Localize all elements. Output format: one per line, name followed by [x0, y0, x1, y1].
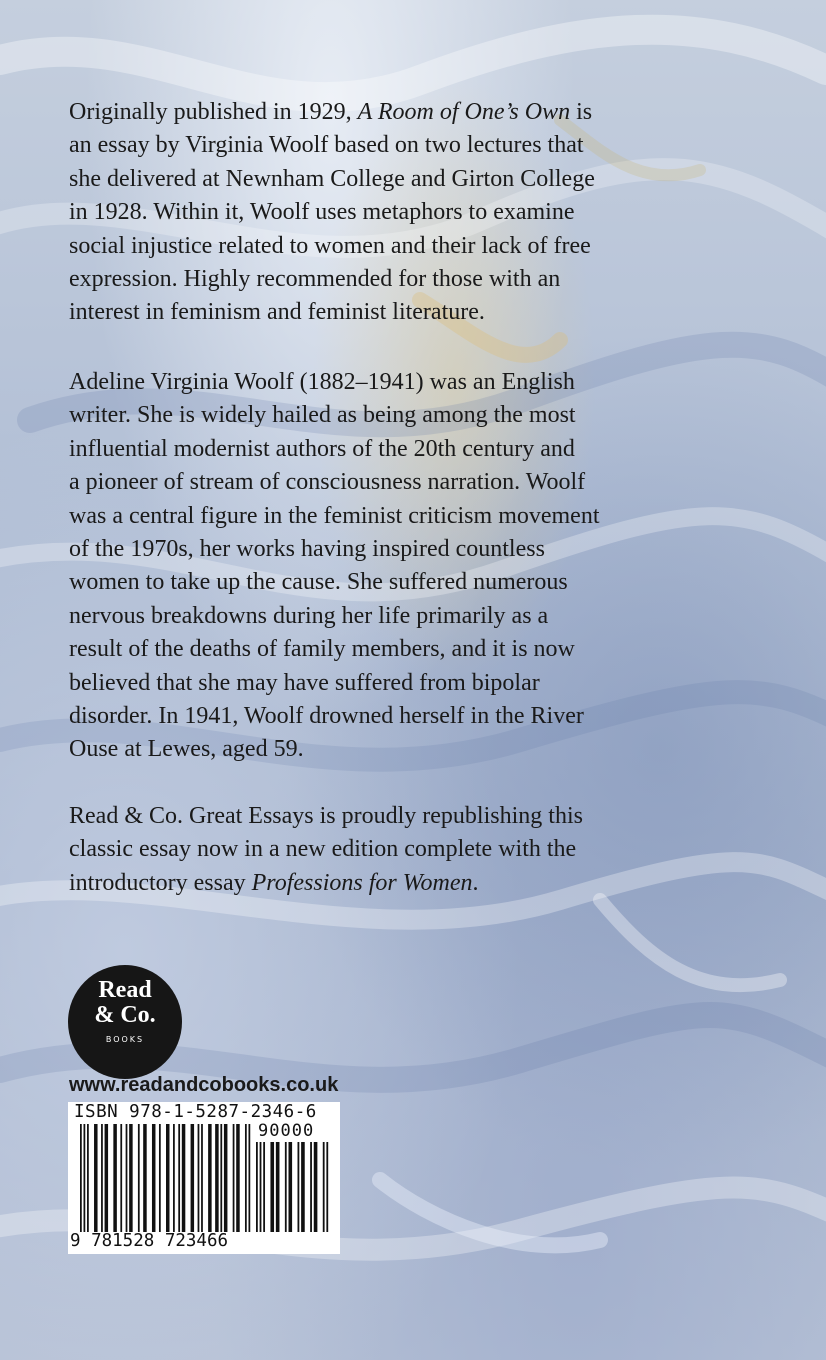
isbn-label: ISBN 978-1-5287-2346-6 — [74, 1102, 317, 1122]
text-line: nervous breakdowns during her life primarily as a — [69, 602, 549, 629]
barcode-bar — [326, 1142, 328, 1232]
text-line: an essay by Virginia Woolf based on two lectures that — [69, 132, 584, 159]
description-paragraph-1 — [69, 96, 769, 330]
barcode-bar — [220, 1124, 222, 1232]
barcode-bar — [285, 1142, 287, 1232]
book-title-italic: A Room of One’s Own — [357, 99, 571, 125]
barcode-bar — [101, 1124, 103, 1232]
essay-title-italic: Professions for Women — [251, 869, 473, 896]
barcode-bar — [301, 1142, 305, 1232]
barcode-bar — [178, 1124, 180, 1232]
text-line: writer. She is widely hailed as being among the most — [69, 402, 576, 429]
ean-barcode-bars — [80, 1124, 252, 1232]
barcode-bar — [138, 1124, 140, 1232]
barcode-bar — [298, 1142, 300, 1232]
barcode-bar — [198, 1124, 200, 1232]
barcode-bar — [84, 1124, 86, 1232]
author-bio-paragraph — [69, 366, 769, 767]
barcode-bar — [173, 1124, 175, 1232]
text-line: she delivered at Newnham College and Girton College — [69, 165, 595, 192]
barcode-bar — [215, 1124, 219, 1232]
barcode-bar — [248, 1124, 250, 1232]
text-line: believed that she may have suffered from bipolar — [69, 669, 540, 696]
text-line: a pioneer of stream of consciousness narration. Woolf — [69, 469, 586, 496]
barcode-bar — [233, 1124, 235, 1232]
text-line: in 1928. Within it, Woolf uses metaphors to examine — [69, 199, 575, 226]
barcode-bar — [120, 1124, 122, 1232]
barcode-bar — [129, 1124, 133, 1232]
barcode-bar — [236, 1124, 240, 1232]
logo-line-books: BOOKS — [105, 1035, 145, 1044]
barcode-bar — [105, 1124, 109, 1232]
text-line — [69, 867, 769, 900]
edition-paragraph — [69, 800, 769, 900]
text-line: influential modernist authors of the 20th century and — [69, 435, 575, 462]
barcode-bar — [201, 1124, 203, 1232]
logo-line-co: & Co. — [94, 1002, 156, 1028]
barcode-bar — [80, 1124, 82, 1232]
ean-digits: 9 781528 723466 — [70, 1231, 229, 1251]
barcode-bar — [208, 1124, 212, 1232]
barcode-bar — [263, 1142, 265, 1232]
text-line: expression. Highly recommended for those with an — [69, 266, 561, 293]
barcode-bar — [152, 1124, 156, 1232]
text-segment: is — [570, 99, 593, 125]
text-line — [69, 96, 769, 129]
text-line: Adeline Virginia Woolf (1882–1941) was an English — [69, 369, 575, 395]
text-line: was a central figure in the feminist criticism movement — [69, 502, 600, 529]
text-segment: Originally published in 1929, — [69, 99, 358, 125]
text-line: Read & Co. Great Essays is proudly republishing this — [69, 803, 583, 829]
barcode-bar — [260, 1142, 262, 1232]
barcode-bar — [245, 1124, 247, 1232]
barcode-bar — [314, 1142, 318, 1232]
text-line: disorder. In 1941, Woolf drowned herself in the River — [69, 703, 584, 730]
barcode-bar — [323, 1142, 325, 1232]
barcode-bar — [191, 1124, 195, 1232]
text-segment: . — [472, 869, 479, 896]
barcode-bar — [87, 1124, 89, 1232]
barcode-bar — [94, 1124, 98, 1232]
text-line: result of the deaths of family members, and it is now — [69, 636, 575, 663]
price-code-label: 90000 — [258, 1121, 315, 1141]
barcode-bar — [143, 1124, 147, 1232]
addon-barcode-bars — [256, 1142, 330, 1232]
isbn-barcode — [68, 1102, 340, 1254]
text-line: women to take up the cause. She suffered numerous — [69, 569, 568, 596]
barcode-bar — [288, 1142, 292, 1232]
barcode-bar — [166, 1124, 170, 1232]
barcode-bar — [270, 1142, 274, 1232]
barcode-bar — [276, 1142, 280, 1232]
barcode-bar — [224, 1124, 228, 1232]
barcode-bar — [126, 1124, 128, 1232]
publisher-logo — [68, 965, 182, 1079]
text-line: of the 1970s, her works having inspired countless — [69, 536, 545, 563]
barcode-bar — [256, 1142, 258, 1232]
text-segment: introductory essay — [69, 869, 252, 896]
barcode-bar — [113, 1124, 117, 1232]
logo-line-read: Read — [98, 977, 152, 1003]
text-line: Ouse at Lewes, aged 59. — [69, 736, 304, 763]
barcode-bar — [182, 1124, 186, 1232]
text-line: interest in feminism and feminist literature. — [69, 299, 485, 326]
barcode-bar — [310, 1142, 312, 1232]
text-line: social injustice related to women and their lack of free — [69, 232, 591, 259]
publisher-website: www.readandcobooks.co.uk — [69, 1074, 339, 1096]
text-line: classic essay now in a new edition complete with the — [69, 836, 577, 863]
barcode-bar — [159, 1124, 161, 1232]
